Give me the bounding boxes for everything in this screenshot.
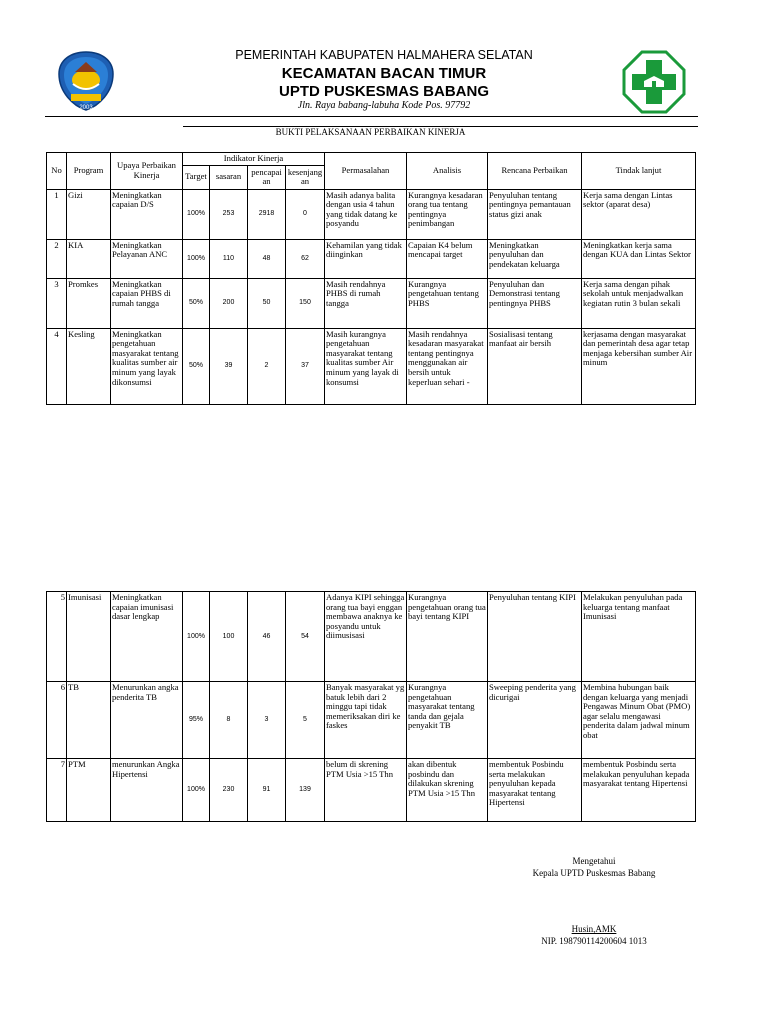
row-analisis: Kurangnya pengetahuan tentang PHBS: [407, 278, 488, 328]
row-tindak: kerjasama dengan masyarakat dan pemerintah desa agar tetap menjaga kebersihan sumber Air minum: [582, 328, 696, 404]
office-name: UPTD PUSKESMAS BABANG: [278, 83, 489, 100]
row-pencapaian: 91: [248, 759, 286, 822]
row-rencana: membentuk Posbindu serta melakukan penyuluhan kepada masyarakat tentang Hipertensi: [488, 759, 582, 822]
row-target: 95%: [183, 682, 210, 759]
row-program: Imunisasi: [67, 592, 111, 682]
row-pencapaian: 48: [248, 239, 286, 278]
row-no: 7: [47, 759, 67, 822]
row-analisis: akan dibentuk posbindu dan dilakukan skrening PTM Usia >15 Thn: [407, 759, 488, 822]
row-tindak: Membina hubungan baik dengan keluarga yang menjadi Pengawas Minum Obat (PMO) agar selalu mengawasi penderita dalam jadwal minum obat: [582, 682, 696, 759]
row-pencapaian: 50: [248, 278, 286, 328]
row-target: 100%: [183, 759, 210, 822]
performance-table-1: [46, 152, 696, 405]
row-upaya: menurunkan Angka Hipertensi: [111, 759, 183, 822]
row-target: 50%: [183, 278, 210, 328]
table-row: [47, 239, 696, 278]
col-sasaran: sasaran: [210, 165, 248, 189]
col-analisis: Analisis: [407, 153, 488, 190]
row-kesenjangan: 150: [286, 278, 325, 328]
row-no: 3: [47, 278, 67, 328]
row-permasalahan: Masih rendahnya PHBS di rumah tangga: [325, 278, 407, 328]
row-permasalahan: Adanya KIPI sehingga orang tua bayi enggan membawa anaknya ke posyandu untuk diimusisasi: [325, 592, 407, 682]
row-target: 100%: [183, 592, 210, 682]
row-no: 4: [47, 328, 67, 404]
col-indikator: Indikator Kinerja: [183, 153, 325, 166]
table-row: [47, 189, 696, 239]
row-upaya: Meningkatkan capaian PHBS di rumah tangga: [111, 278, 183, 328]
row-rencana: Sosialisasi tentang manfaat air bersih: [488, 328, 582, 404]
row-target: 100%: [183, 189, 210, 239]
performance-table-2: [46, 591, 696, 822]
row-permasalahan: belum di skrening PTM Usia >15 Thn: [325, 759, 407, 822]
row-program: Kesling: [67, 328, 111, 404]
row-program: Gizi: [67, 189, 111, 239]
row-rencana: Penyuluhan tentang KIPI: [488, 592, 582, 682]
col-tindak: Tindak lanjut: [582, 153, 696, 190]
row-permasalahan: Masih kurangnya pengetahuan masyarakat tentang kualitas sumber Air minum yang layak di konsumsi: [325, 328, 407, 404]
row-sasaran: 200: [210, 278, 248, 328]
row-program: PTM: [67, 759, 111, 822]
row-kesenjangan: 54: [286, 592, 325, 682]
table-row: [47, 682, 696, 759]
office-address: Jln. Raya babang-labuha Kode Pos. 97792: [297, 100, 471, 111]
row-analisis: Capaian K4 belum mencapai target: [407, 239, 488, 278]
row-kesenjangan: 0: [286, 189, 325, 239]
row-rencana: Penyuluhan dan Demonstrasi tentang pentingnya PHBS: [488, 278, 582, 328]
row-rencana: Sweeping penderita yang dicurigai: [488, 682, 582, 759]
row-no: 5: [47, 592, 67, 682]
table-row: [47, 278, 696, 328]
document-title: BUKTI PELAKSANAAN PERBAIKAN KINERJA: [275, 127, 466, 137]
signer-nip: NIP. 198790114200604 1013: [541, 936, 647, 946]
row-sasaran: 39: [210, 328, 248, 404]
col-permasalahan: Permasalahan: [325, 153, 407, 190]
row-program: KIA: [67, 239, 111, 278]
col-kesenjangan: kesenjang an: [286, 165, 325, 189]
government-name: PEMERINTAH KABUPATEN HALMAHERA SELATAN: [235, 48, 533, 62]
row-sasaran: 253: [210, 189, 248, 239]
row-sasaran: 110: [210, 239, 248, 278]
row-upaya: Meningkatkan pengetahuan masyarakat tentang kualitas sumber air minum yang layak dikonsumsi: [111, 328, 183, 404]
row-kesenjangan: 62: [286, 239, 325, 278]
col-upaya: Upaya Perbaikan Kinerja: [111, 153, 183, 190]
row-analisis: Masih rendahnya kesadaran masyarakat tentang pentingnya menggunakan air bersih untuk keperluan sehari -: [407, 328, 488, 404]
row-pencapaian: 2: [248, 328, 286, 404]
header-divider: [45, 116, 698, 117]
row-tindak: Meningkatkan kerja sama dengan KUA dan Lintas Sektor: [582, 239, 696, 278]
row-rencana: Meningkatkan penyuluhan dan pendekatan keluarga: [488, 239, 582, 278]
row-no: 6: [47, 682, 67, 759]
col-rencana: Rencana Perbaikan: [488, 153, 582, 190]
row-kesenjangan: 5: [286, 682, 325, 759]
row-sasaran: 8: [210, 682, 248, 759]
row-program: Promkes: [67, 278, 111, 328]
row-pencapaian: 3: [248, 682, 286, 759]
row-pencapaian: 2918: [248, 189, 286, 239]
col-program: Program: [67, 153, 111, 190]
signer-role: Kepala UPTD Puskesmas Babang: [532, 868, 656, 878]
row-sasaran: 230: [210, 759, 248, 822]
row-tindak: Melakukan penyuluhan pada keluarga tentang manfaat Imunisasi: [582, 592, 696, 682]
row-rencana: Penyuluhan tentang pentingnya pemantauan status gizi anak: [488, 189, 582, 239]
table-row: [47, 759, 696, 822]
row-upaya: Meningkatkan capaian imunisasi dasar lengkap: [111, 592, 183, 682]
row-upaya: Meningkatkan Pelayanan ANC: [111, 239, 183, 278]
row-permasalahan: Masih adanya balita dengan usia 4 tahun yang tidak datang ke posyandu: [325, 189, 407, 239]
row-target: 50%: [183, 328, 210, 404]
svg-text:2003: 2003: [79, 105, 93, 111]
row-no: 2: [47, 239, 67, 278]
row-upaya: Menurunkan angka penderita TB: [111, 682, 183, 759]
row-permasalahan: Banyak masyarakat yg batuk lebih dari 2 minggu tapi tidak memeriksakan diri ke faskes: [325, 682, 407, 759]
row-sasaran: 100: [210, 592, 248, 682]
row-target: 100%: [183, 239, 210, 278]
row-tindak: membentuk Posbindu serta melakukan penyuluhan kepada masyarakat tentang Hipertensi: [582, 759, 696, 822]
table-row: [47, 592, 696, 682]
row-upaya: Meningkatkan capaian D/S: [111, 189, 183, 239]
signer-name: Husin,AMK: [571, 924, 617, 934]
row-kesenjangan: 37: [286, 328, 325, 404]
col-no: No: [47, 153, 67, 190]
row-analisis: Kurangnya pengetahuan orang tua bayi tentang KIPI: [407, 592, 488, 682]
row-pencapaian: 46: [248, 592, 286, 682]
row-permasalahan: Kehamilan yang tidak diinginkan: [325, 239, 407, 278]
row-program: TB: [67, 682, 111, 759]
row-tindak: Kerja sama dengan Lintas sektor (aparat desa): [582, 189, 696, 239]
col-pencapaian: pencapai an: [248, 165, 286, 189]
row-kesenjangan: 139: [286, 759, 325, 822]
row-analisis: Kurangnya pengetahuan masyarakat tentang tanda dan gejala penyakit TB: [407, 682, 488, 759]
table-row: [47, 328, 696, 404]
row-tindak: Kerja sama dengan pihak sekolah untuk menjadwalkan kegiatan rutin 3 bulan sekali: [582, 278, 696, 328]
row-analisis: Kurangnya kesadaran orang tua tentang pentingnya penimbangan: [407, 189, 488, 239]
col-target: Target: [183, 165, 210, 189]
row-no: 1: [47, 189, 67, 239]
district-name: KECAMATAN BACAN TIMUR: [281, 65, 487, 82]
mengetahui-label: Mengetahui: [572, 856, 616, 866]
